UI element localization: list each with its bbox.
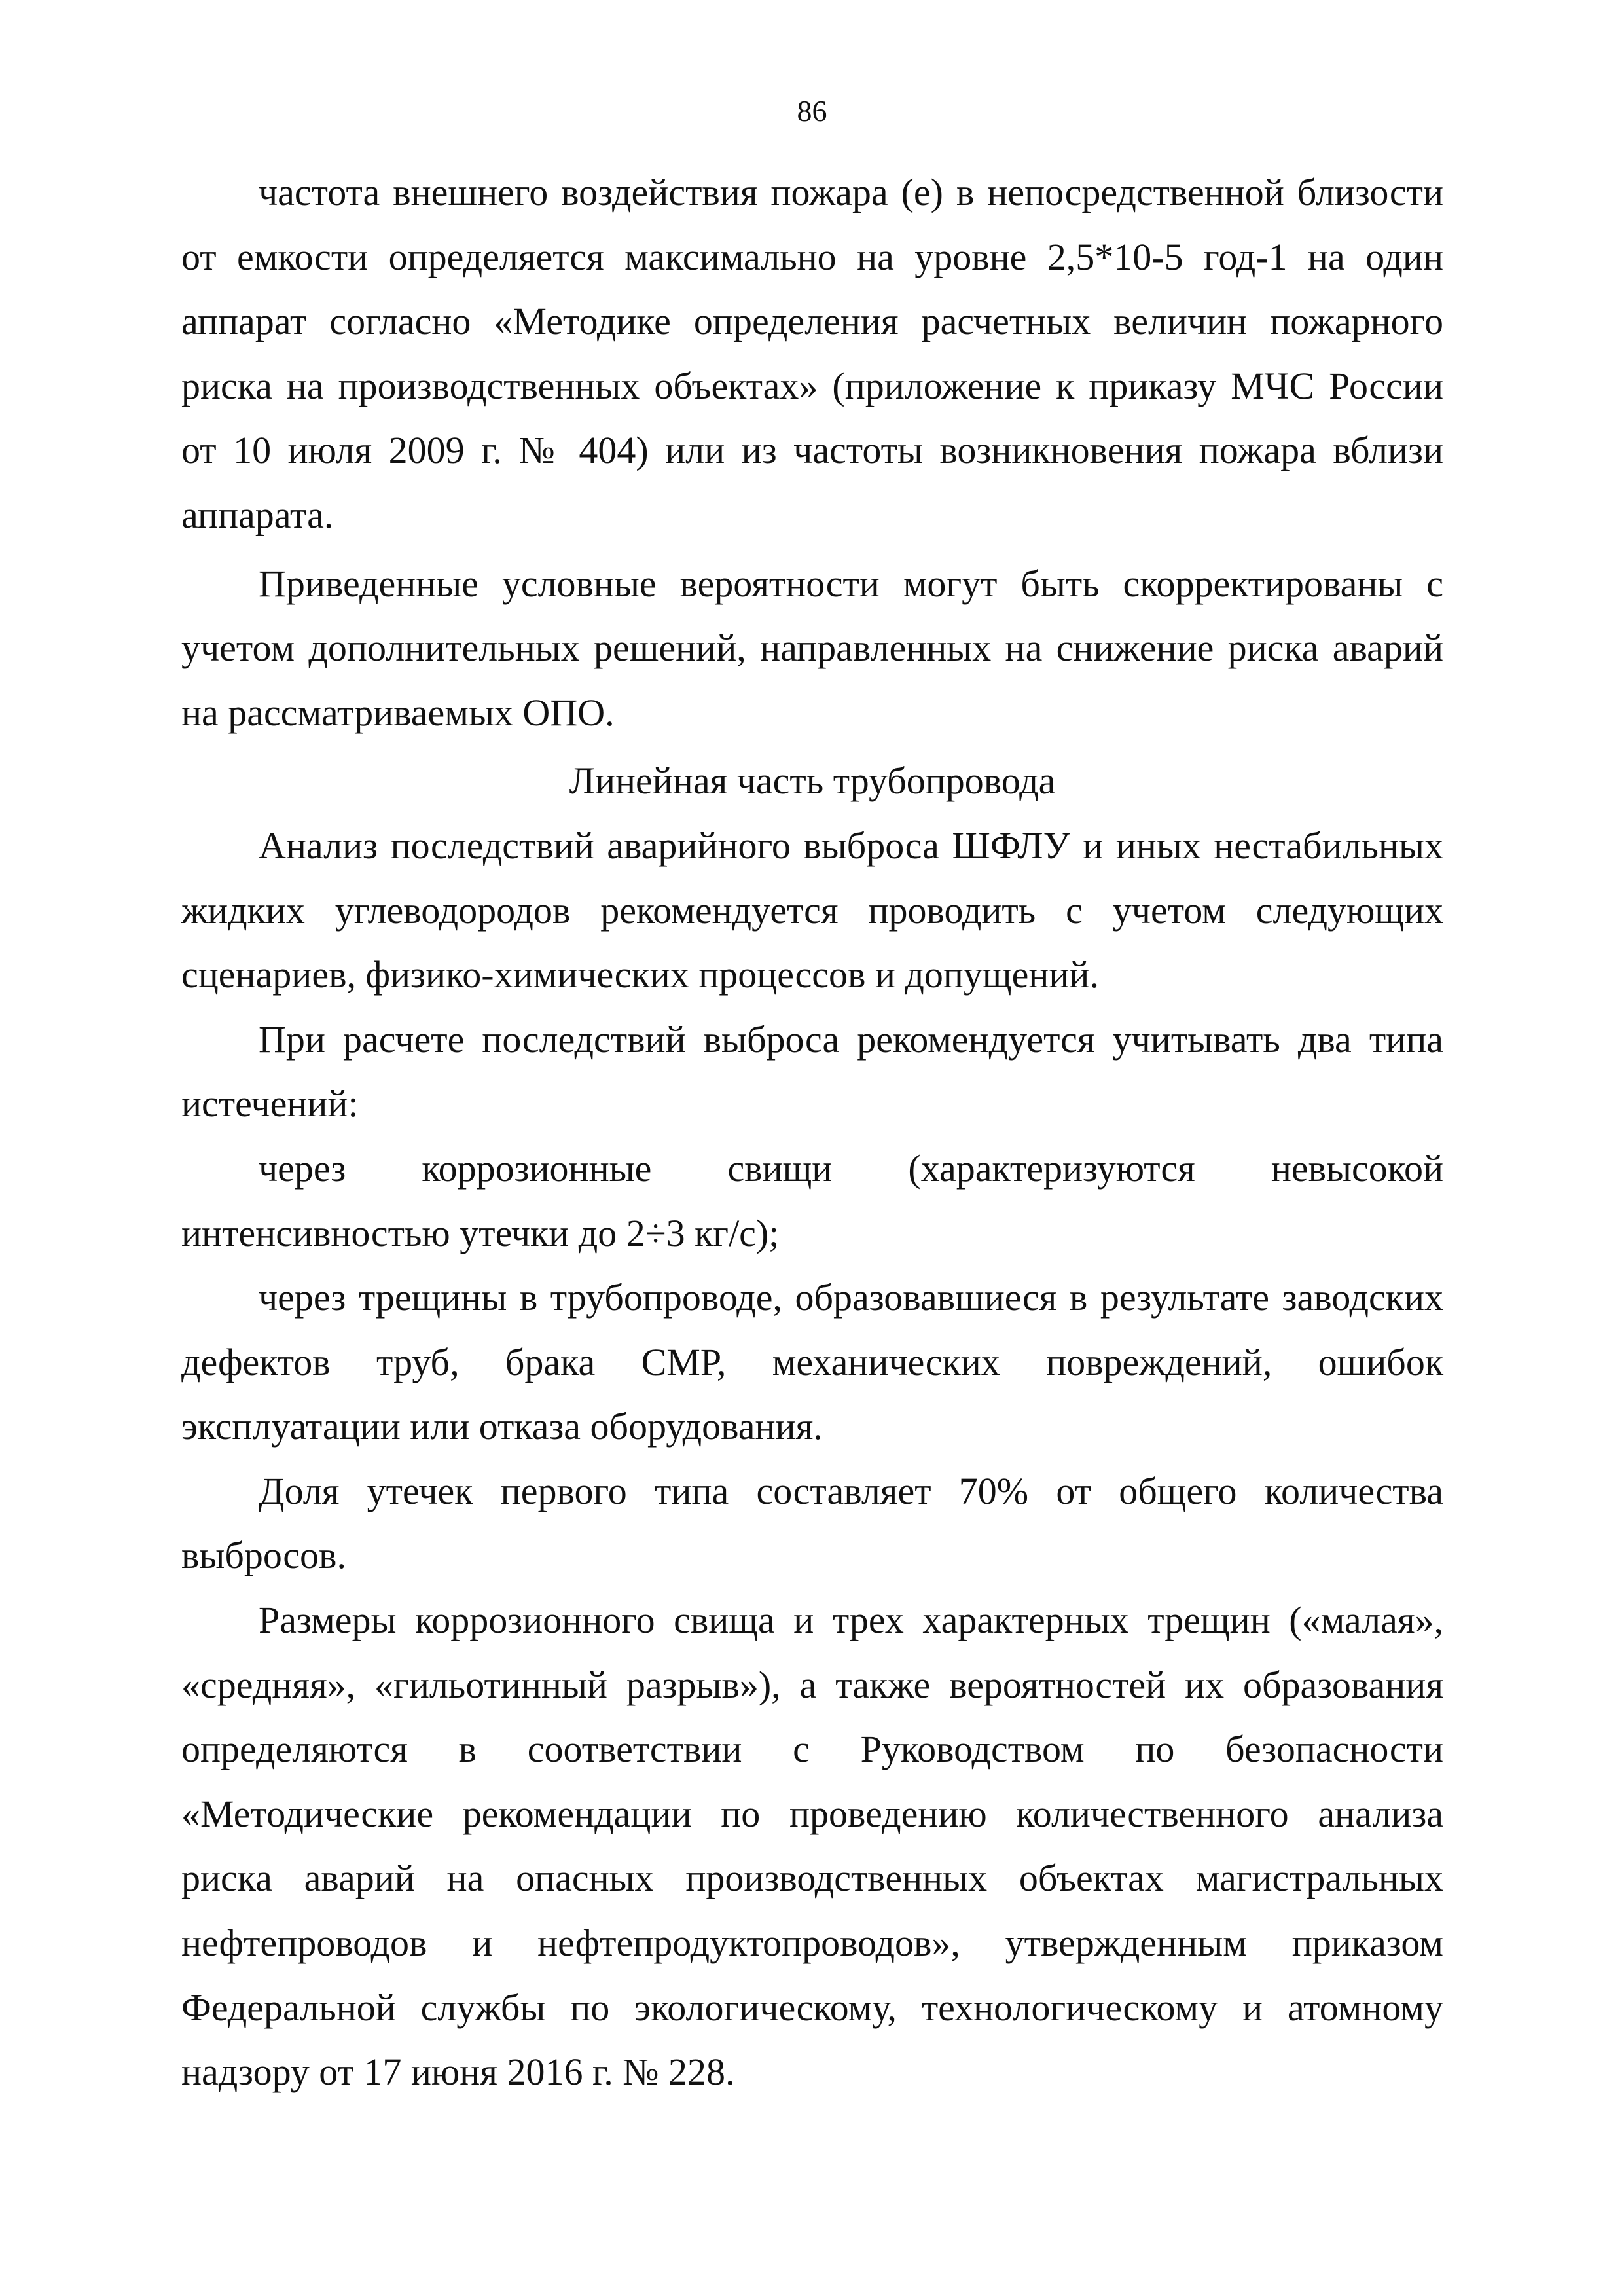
paragraph-pipeline-cracks: через трещины в трубопроводе, образовавшиеся в результате заводских дефектов труб, брака СМР, механических повреждений, ошибок эксплуатации или отказа оборудования. xyxy=(181,1276,1443,1448)
paragraph-leak-share: Доля утечек первого типа составляет 70% от общего количества выбросов. xyxy=(181,1469,1443,1577)
paragraph-consequence-analysis: Анализ последствий аварийного выброса ШФЛУ и иных нестабильных жидких углеводородов рекомендуется проводить с учетом следующих сценариев, физико-химических процессов и допущений. xyxy=(181,824,1443,996)
page-number: 86 xyxy=(797,94,827,128)
paragraph-crack-sizes: Размеры коррозионного свища и трех характерных трещин («малая», «средняя», «гильотинный разрыв»), а также вероятностей их образования определяются в соответствии с Руководством по безопасности «Методические рекомендации по проведению количественного анализа риска аварий на опасных производственных объектах магистральных нефтепроводов и нефтепродуктопроводов», утвержденным приказом Федеральной службы по экологическому, технологическому и атомному надзору от 17 июня 2016 г. № 228. xyxy=(181,1599,1443,2094)
section-heading: Линейная часть трубопровода xyxy=(569,759,1056,803)
paragraph-conditional-probabilities: Приведенные условные вероятности могут быть скорректированы с учетом дополнительных решений, направленных на снижение риска аварий на рассматриваемых ОПО. xyxy=(181,562,1443,734)
paragraph-fire-frequency: частота внешнего воздействия пожара (е) в непосредственной близости от емкости определяется максимально на уровне 2,5*10-5 год-1 на один аппарат согласно «Методике определения расчетных величин пожарного риска на производственных объектах» (приложение к приказу МЧС России от 10 июля 2009 г. № 404) или из частоты возникновения пожара вблизи аппарата. xyxy=(181,171,1443,536)
document-body xyxy=(181,160,1443,2105)
paragraph-corrosion-fistulas: через коррозионные свищи (характеризуются невысокой интенсивностью утечки до 2÷3 кг/с); xyxy=(181,1146,1443,1254)
paragraph-outflow-types: При расчете последствий выброса рекомендуется учитывать два типа истечений: xyxy=(181,1017,1443,1125)
